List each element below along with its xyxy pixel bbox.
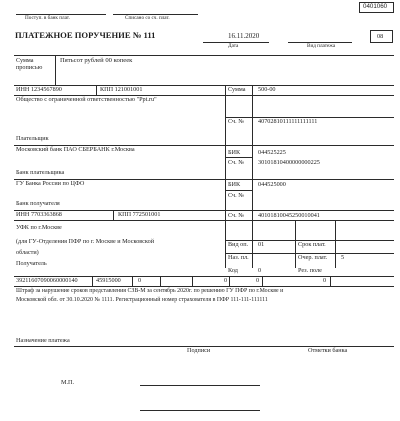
purpose-line-2: Московской обл. от 30.10.2020 № 1111. Регистрационный номер страхователя в ПФР 111-111-111111: [16, 297, 268, 303]
payee-top-line: [14, 210, 394, 211]
term-label: Срок плат.: [298, 241, 326, 248]
codes-col-1: [252, 220, 253, 268]
payee-bank-bik-label: БИК: [228, 181, 241, 188]
payee-kpp: КПП 772501001: [118, 211, 161, 218]
payer-bank-corr: 30101810400000000225: [258, 159, 320, 166]
date-label: Дата: [228, 43, 239, 49]
amount-words-label-2: прописью: [16, 64, 43, 71]
order-label: Очер. плат.: [298, 254, 328, 261]
amount-divider: [55, 55, 56, 85]
payer-bank-corr-label: Сч. №: [228, 159, 245, 166]
payer-bank-label: Банк плательщика: [16, 169, 65, 176]
field-oktmo: 45915000: [96, 277, 121, 284]
payee-bank-corr-label: Сч. №: [228, 192, 245, 199]
payee-account-label: Сч. №: [228, 212, 245, 219]
payee-name-2: (для ГУ-Отделения ПФР по г. Москве и Московской: [16, 238, 155, 245]
payee-inn-line: [14, 220, 394, 221]
codes-col-2: [295, 220, 296, 268]
sum-label: Сумма: [228, 86, 246, 93]
fields-col-6: [262, 276, 263, 286]
payer-bank-bik: 044525225: [258, 149, 286, 156]
code-value: 0: [258, 267, 262, 274]
codes-col-3: [335, 220, 336, 268]
signature-line-2: [140, 410, 260, 411]
fields-col-1: [92, 276, 93, 286]
amount-words-value: Пятьсот рублей 00 копеек: [60, 57, 133, 64]
inn-kpp-divider: [96, 85, 97, 95]
payee-account: 40101810045250010041: [258, 212, 320, 219]
payment-type-label: Вид платежа: [307, 43, 336, 49]
fields-col-3: [160, 276, 161, 286]
payee-inn: ИНН 7703363868: [16, 211, 62, 218]
op-type-value: 01: [258, 241, 265, 248]
field-basis: 0: [138, 277, 142, 284]
fields-col-4: [192, 276, 193, 286]
sum-bottom-line: [225, 95, 394, 96]
field-period: 0: [224, 277, 228, 284]
payee-label: Получатель: [16, 260, 47, 267]
payer-label: Плательщик: [16, 135, 49, 142]
order-value: 5: [341, 254, 345, 261]
payee-name-3: области): [16, 249, 39, 256]
fields-col-7: [330, 276, 331, 286]
code-label: Код: [228, 267, 238, 274]
payment-date: 16.11.2020: [228, 32, 260, 40]
payee-bank-label: Банк получателя: [16, 200, 60, 207]
payee-inn-kpp-divider: [113, 210, 114, 220]
purpose-line-1: Штраф за нарушение сроков представления СЗВ-М за сентябрь 2020г. по решению ГУ ПФР по г.Москве и: [16, 288, 284, 294]
field-doc-date: 0: [323, 277, 327, 284]
signatures-label: Подписи: [187, 347, 211, 354]
reserve-label: Рез. поле: [298, 267, 322, 274]
signature-line-1: [140, 385, 260, 386]
payer-account-label: Сч. №: [228, 118, 245, 125]
page-title: ПЛАТЕЖНОЕ ПОРУЧЕНИЕ № 111: [15, 30, 156, 40]
payer-bank-bik-line: [225, 157, 252, 158]
payee-bank-bik-line: [225, 190, 252, 191]
payee-bank-name: ГУ Банка России по ЦФО: [16, 180, 85, 187]
stamp-label: М.П.: [61, 379, 75, 386]
fields-col-2: [132, 276, 133, 286]
status-value: 08: [377, 33, 384, 40]
purpose-code-label: Наз. пл.: [228, 254, 249, 261]
amount-top-line: [14, 55, 394, 56]
payer-name: Общество с ограниченной ответственностью "Ppt.ru": [16, 96, 157, 103]
form-code: 0401060: [363, 3, 388, 10]
amount-words-label-1: Сумма: [16, 57, 34, 64]
payee-name-1: УФК по г.Москве: [16, 224, 62, 231]
payer-account: 40702810111111111111: [258, 118, 318, 125]
payer-kpp: КПП 121001001: [100, 86, 143, 93]
debited-label: Списано со сч. плат.: [125, 15, 170, 21]
fields-row-bottom: [14, 286, 394, 287]
field-doc-number: 0: [256, 277, 260, 284]
received-label: Поступ. в банк плат.: [25, 15, 70, 21]
field-kbk: 39211607090060000140: [16, 277, 78, 284]
bank-marks-label: Отметки банка: [308, 347, 348, 354]
purpose-label: Назначение платежа: [16, 337, 70, 344]
payee-bank-bik: 044525000: [258, 181, 286, 188]
payer-bank-name: Московский банк ПАО СБЕРБАНК г.Москва: [16, 146, 135, 153]
payer-top-line: [14, 85, 394, 86]
sum-col-right: [252, 85, 253, 220]
payer-bank-bik-label: БИК: [228, 149, 241, 156]
payer-inn: ИНН 1234567890: [16, 86, 62, 93]
sum-value: 500-00: [258, 86, 276, 93]
fields-col-5: [229, 276, 230, 286]
op-type-label: Вид оп.: [228, 241, 249, 248]
